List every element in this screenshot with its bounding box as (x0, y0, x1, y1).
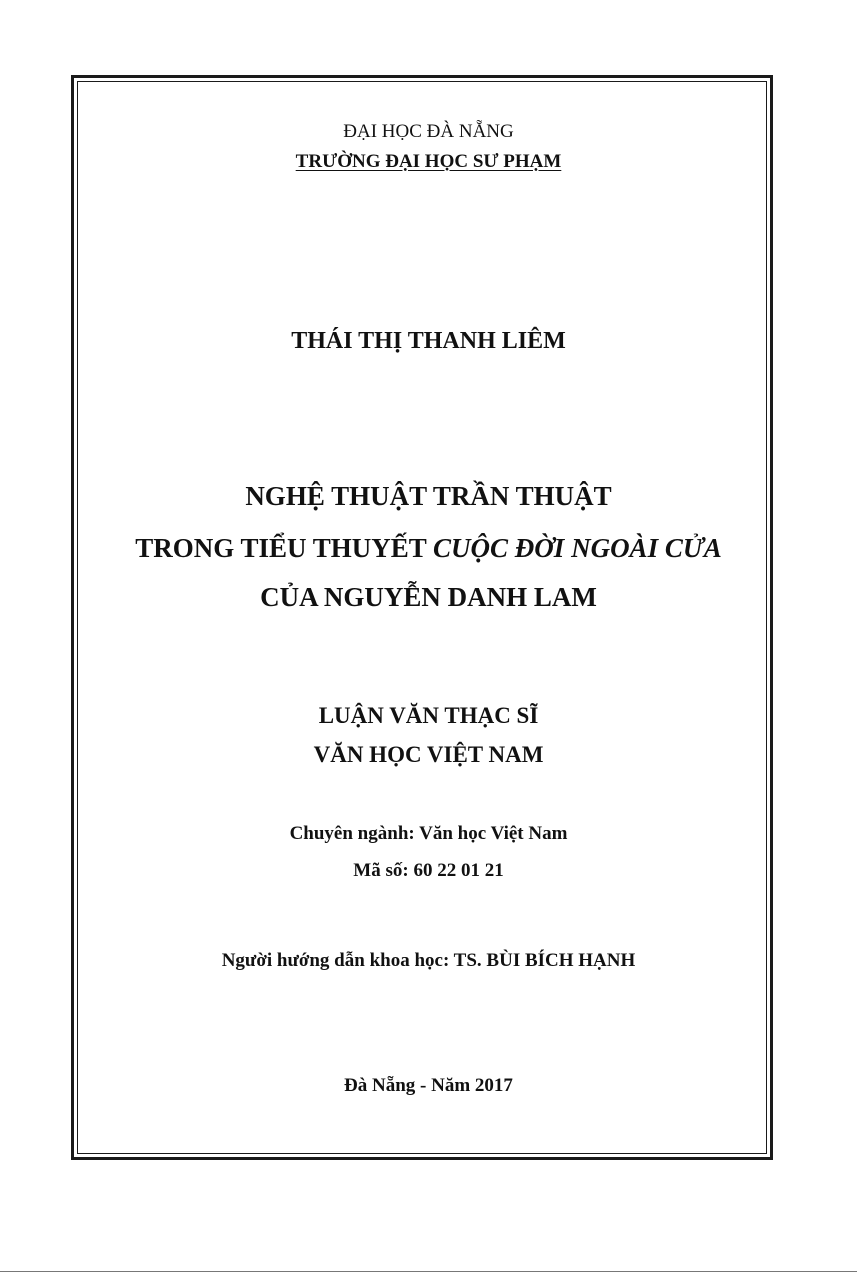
major-code: Mã số: 60 22 01 21 (353, 860, 504, 881)
cover-inner-border (77, 81, 767, 1154)
place-and-year: Đà Nẵng - Năm 2017 (344, 1075, 513, 1096)
school-name (0, 151, 857, 173)
advisor-line: Người hướng dẫn khoa học: TS. BÙI BÍCH HẠNH (221, 950, 636, 971)
novel-title: CUỘC ĐỜI NGOÀI CỬA (433, 533, 722, 563)
degree-type: LUẬN VĂN THẠC SĨ (318, 703, 539, 728)
degree-field: VĂN HỌC VIỆT NAM (313, 742, 544, 767)
page-bottom-rule (0, 1271, 857, 1272)
author-name: THÁI THỊ THANH LIÊM (291, 328, 566, 354)
thesis-title-line-1: NGHỆ THUẬT TRẦN THUẬT (245, 481, 612, 511)
thesis-title-line-3: CỦA NGUYỄN DANH LAM (260, 582, 597, 612)
thesis-title-line-2-prefix: TRONG TIỂU THUYẾT (135, 533, 434, 563)
school-name-text: TRƯỜNG ĐẠI HỌC SƯ PHẠM (295, 151, 562, 172)
university-name: ĐẠI HỌC ĐÀ NẴNG (343, 121, 514, 142)
thesis-title-line-2 (0, 533, 857, 564)
cover-border (71, 75, 773, 1160)
major-line: Chuyên ngành: Văn học Việt Nam (289, 823, 568, 844)
